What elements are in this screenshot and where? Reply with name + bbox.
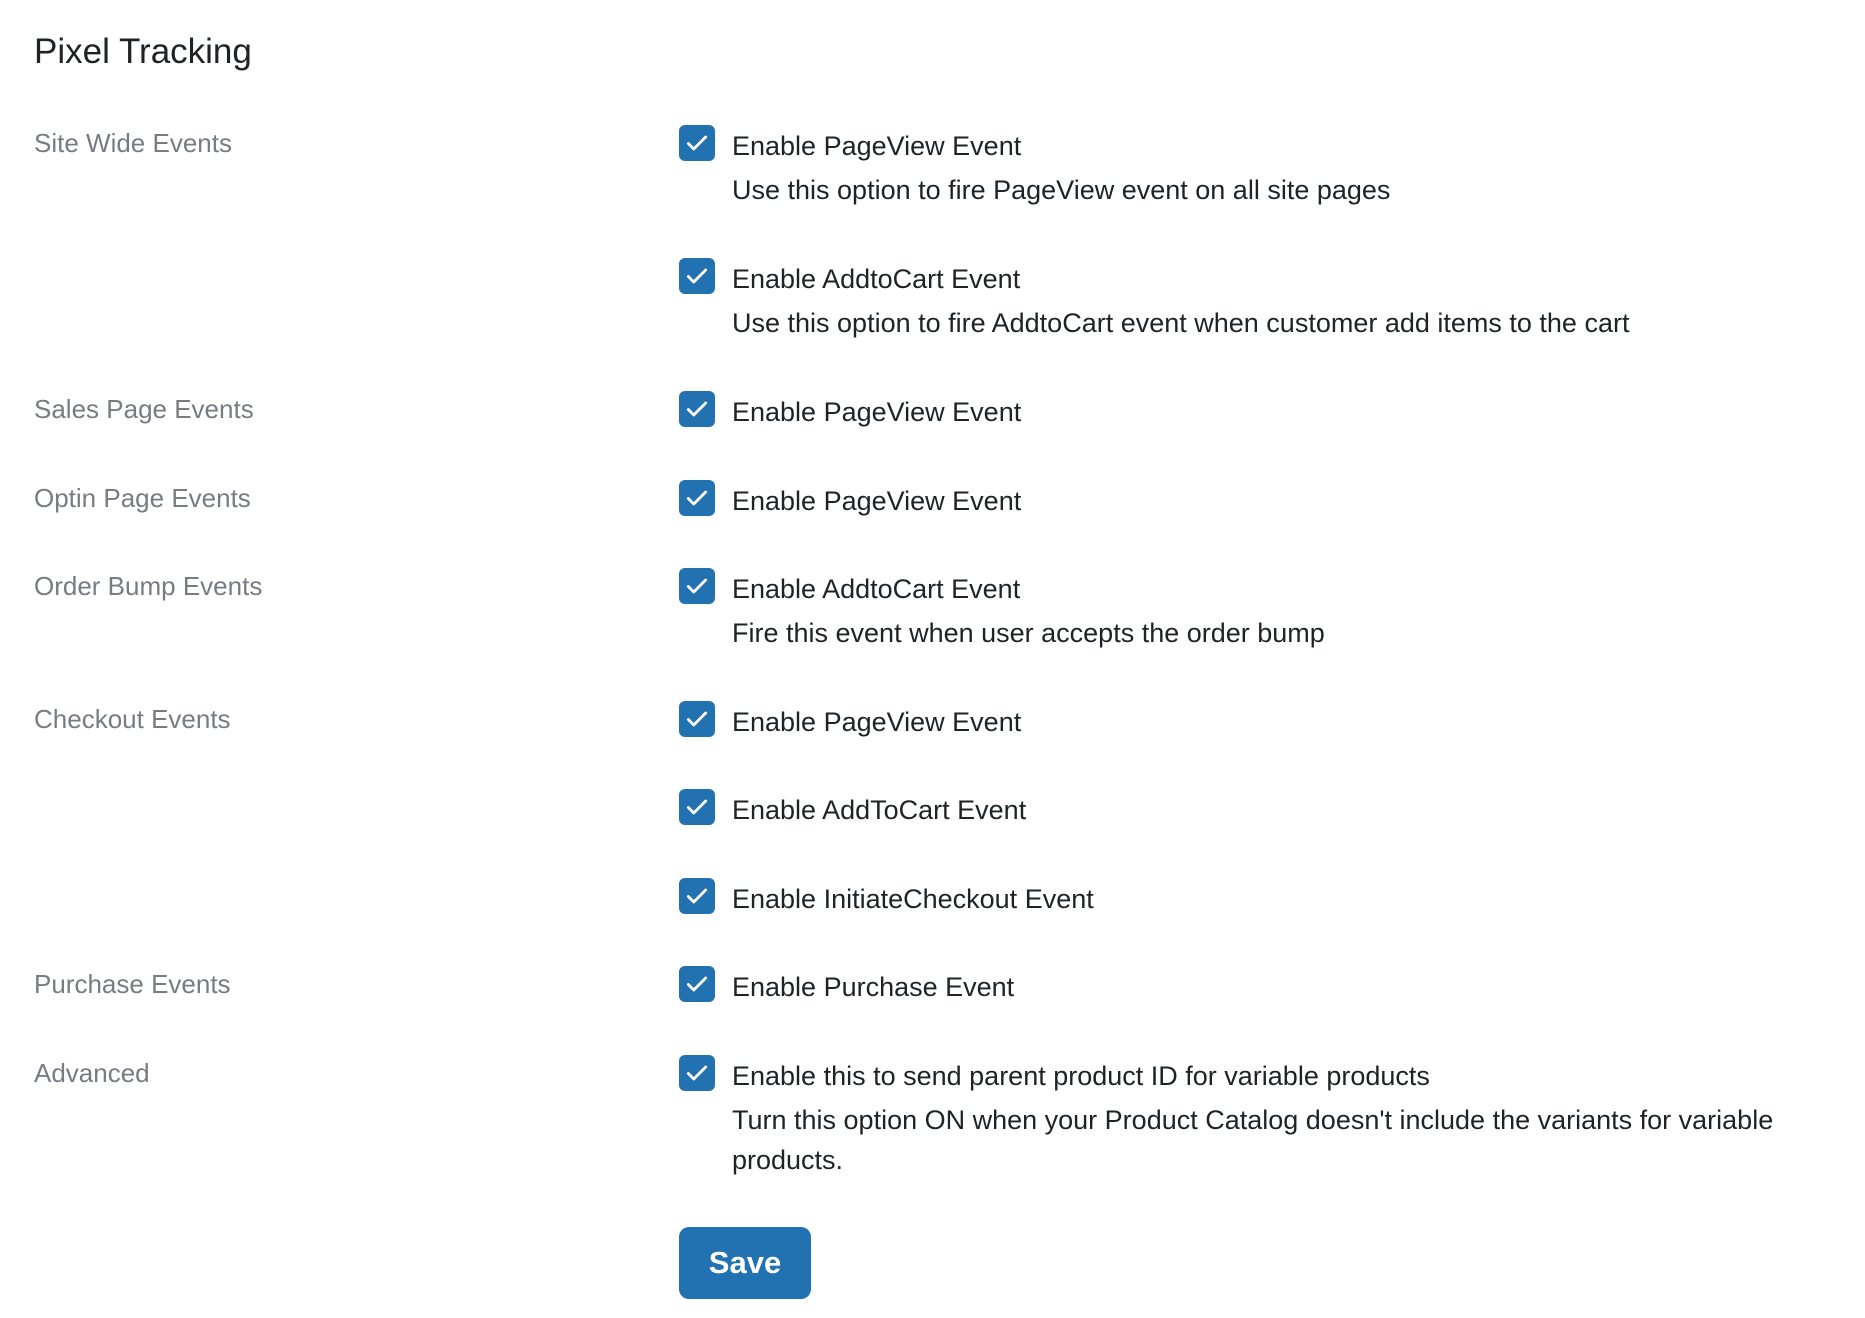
checkmark-icon xyxy=(684,263,710,289)
checkmark-icon xyxy=(684,706,710,732)
checkmark-icon xyxy=(684,573,710,599)
option-label: Enable PageView Event xyxy=(732,486,1022,516)
section-label-purchase-events: Purchase Events xyxy=(34,969,231,999)
option-description: Use this option to fire PageView event on all site pages xyxy=(732,175,1391,205)
option-label: Enable Purchase Event xyxy=(732,972,1015,1002)
section-label-sales-page-events: Sales Page Events xyxy=(34,394,254,424)
option-description: Turn this option ON when your Product Catalog doesn't include the variants for variable products. xyxy=(732,1105,1774,1175)
option-site-wide-pageview xyxy=(679,125,1839,210)
checkbox-sales-pageview[interactable] xyxy=(679,391,715,427)
checkbox-purchase[interactable] xyxy=(679,966,715,1002)
option-label: Enable this to send parent product ID for variable products xyxy=(732,1061,1430,1091)
option-optin-pageview xyxy=(679,480,1839,519)
checkbox-checkout-initiatecheckout[interactable] xyxy=(679,878,715,914)
option-description: Use this option to fire AddtoCart event when customer add items to the cart xyxy=(732,308,1630,338)
option-advanced-parent-id xyxy=(679,1055,1839,1180)
section-label-advanced: Advanced xyxy=(34,1058,150,1088)
checkmark-icon xyxy=(684,883,710,909)
checkbox-checkout-pageview[interactable] xyxy=(679,701,715,737)
checkbox-checkout-addtocart[interactable] xyxy=(679,789,715,825)
checkmark-icon xyxy=(684,485,710,511)
option-checkout-pageview xyxy=(679,701,1839,740)
checkbox-site-wide-pageview[interactable] xyxy=(679,125,715,161)
option-label: Enable InitiateCheckout Event xyxy=(732,884,1094,914)
option-label: Enable AddtoCart Event xyxy=(732,574,1021,604)
save-button[interactable]: Save xyxy=(679,1227,811,1299)
option-checkout-addtocart xyxy=(679,789,1839,828)
section-label-optin-page-events: Optin Page Events xyxy=(34,483,251,513)
checkbox-site-wide-addtocart[interactable] xyxy=(679,258,715,294)
option-label: Enable PageView Event xyxy=(732,397,1022,427)
checkmark-icon xyxy=(684,794,710,820)
checkbox-order-bump-addtocart[interactable] xyxy=(679,568,715,604)
option-label: Enable PageView Event xyxy=(732,131,1022,161)
option-label: Enable AddtoCart Event xyxy=(732,264,1021,294)
option-order-bump-addtocart xyxy=(679,568,1839,653)
checkmark-icon xyxy=(684,396,710,422)
checkmark-icon xyxy=(684,130,710,156)
section-label-order-bump-events: Order Bump Events xyxy=(34,571,263,601)
option-description: Fire this event when user accepts the order bump xyxy=(732,618,1325,648)
checkmark-icon xyxy=(684,971,710,997)
page-title: Pixel Tracking xyxy=(34,32,252,71)
option-site-wide-addtocart xyxy=(679,258,1839,343)
section-label-checkout-events: Checkout Events xyxy=(34,704,231,734)
option-checkout-initiatecheckout xyxy=(679,878,1839,917)
option-purchase xyxy=(679,966,1839,1005)
checkbox-advanced-parent-id[interactable] xyxy=(679,1055,715,1091)
option-label: Enable PageView Event xyxy=(732,707,1022,737)
checkbox-optin-pageview[interactable] xyxy=(679,480,715,516)
section-label-site-wide-events: Site Wide Events xyxy=(34,128,232,158)
checkmark-icon xyxy=(684,1060,710,1086)
option-label: Enable AddToCart Event xyxy=(732,795,1027,825)
option-sales-pageview xyxy=(679,391,1839,430)
